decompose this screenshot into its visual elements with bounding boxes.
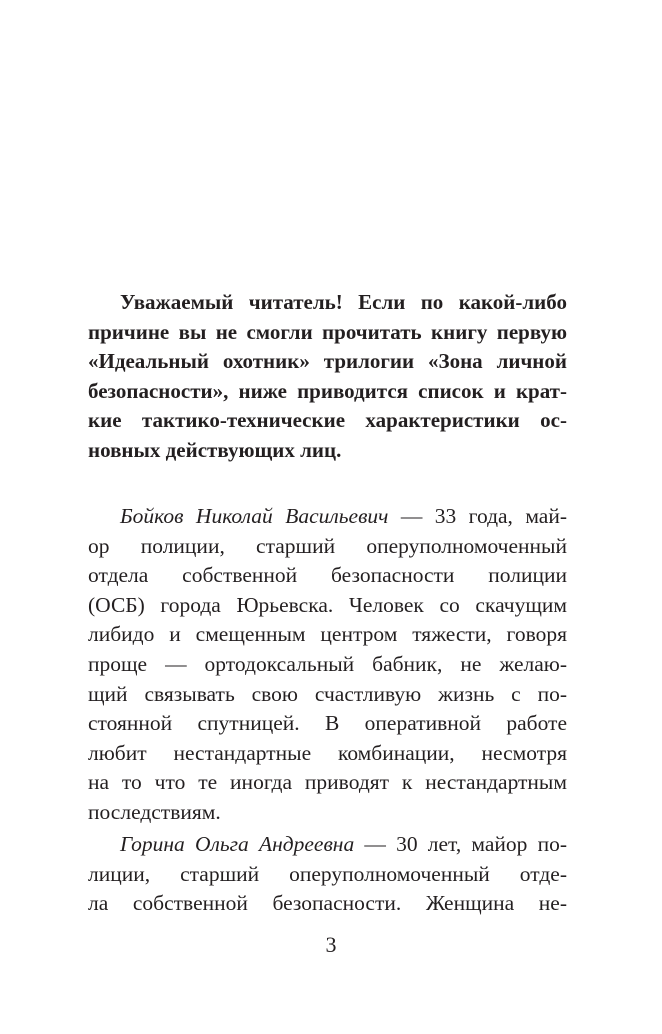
text-fragment: — 30 лет, майор по-	[354, 832, 567, 856]
text-line: Уважаемый читатель! Если по какой-либо	[120, 290, 567, 314]
text-line: кие тактико-технические характеристики ос-	[88, 408, 567, 433]
character-gorina-paragraph	[88, 830, 567, 919]
text-line: стоянной спутницей. В оперативной работе	[88, 711, 567, 736]
text-line	[88, 830, 567, 860]
text-line: ла собственной безопасности. Женщина не-	[88, 891, 567, 916]
text-fragment: — 33 года, май-	[388, 504, 568, 528]
text-line: последствиям.	[88, 799, 221, 824]
page-number: 3	[325, 932, 337, 957]
text-line: новных действующих лиц.	[88, 437, 342, 462]
text-line: отдела собственной безопасности полиции	[88, 563, 567, 588]
text-line: причине вы не смогли прочитать книгу первую	[88, 319, 567, 344]
text-line: на то что те иногда приводят к нестандартным	[88, 770, 567, 795]
text-line: (ОСБ) города Юрьевска. Человек со скачущим	[88, 592, 567, 617]
character-bojkov-paragraph	[88, 502, 567, 828]
text-line: лиции, старший оперуполномоченный отде-	[88, 861, 567, 886]
text-line: либидо и смещенным центром тяжести, говоря	[88, 622, 567, 647]
text-line: щий связывать свою счастливую жизнь с по-	[88, 681, 567, 706]
text-line: ор полиции, старший оперуполномоченный	[88, 533, 567, 558]
text-line: любит нестандартные комбинации, несмотря	[88, 740, 567, 765]
text-line: безопасности», ниже приводится список и крат-	[88, 378, 567, 403]
intro-paragraph	[88, 288, 567, 466]
character-name: Горина Ольга Андреевна	[120, 832, 355, 856]
text-line: проще — ортодоксальный бабник, не желаю-	[88, 651, 567, 676]
text-line: «Идеальный охотник» трилогии «Зона личной	[88, 349, 567, 374]
character-name: Бойков Николай Васильевич	[120, 504, 389, 528]
text-line	[88, 502, 567, 532]
